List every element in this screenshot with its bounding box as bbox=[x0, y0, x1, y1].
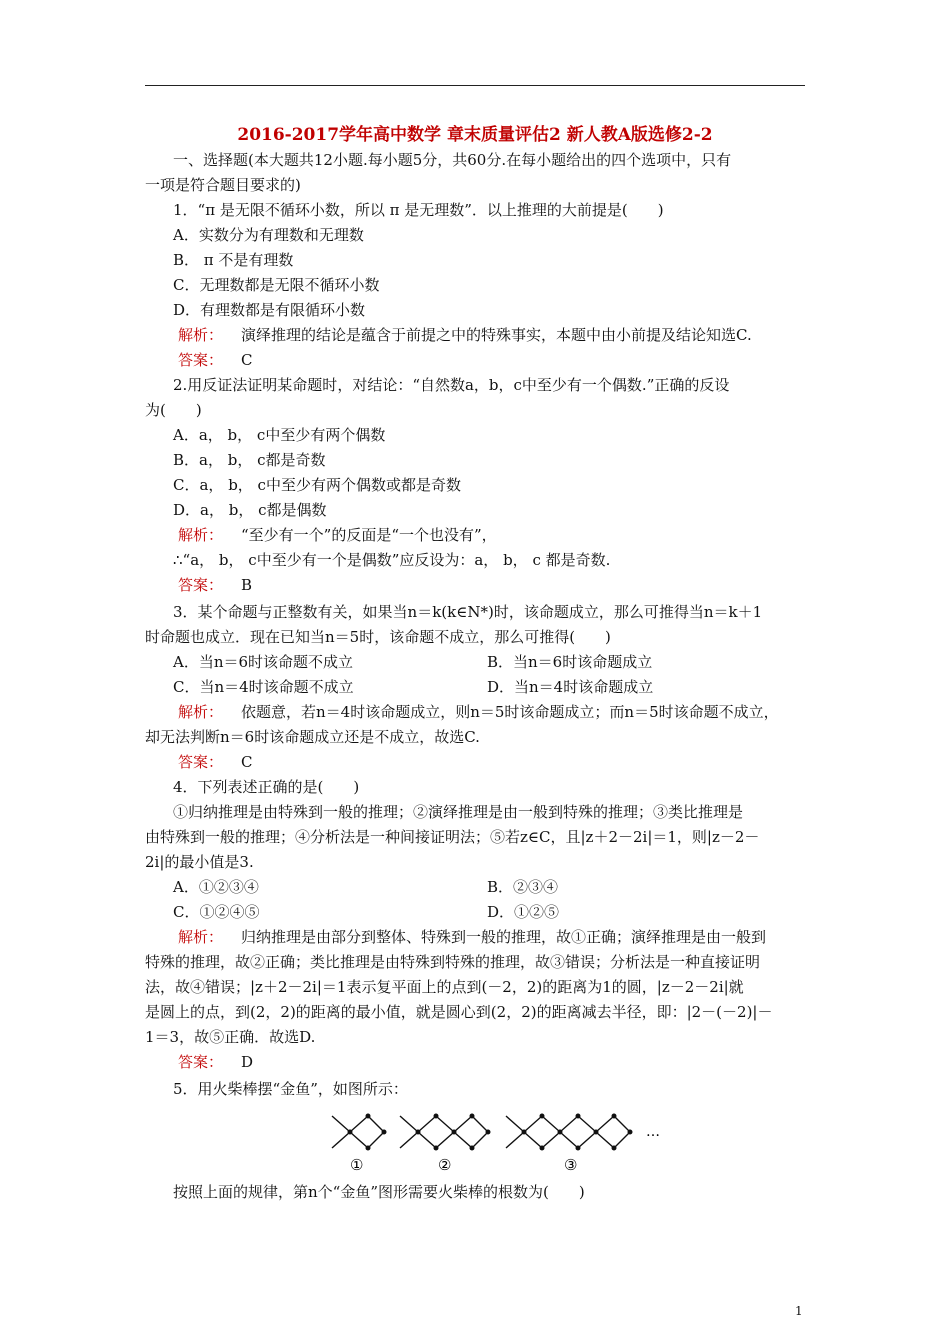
figure-label-2: ② bbox=[438, 1156, 452, 1174]
q1-analysis bbox=[178, 325, 752, 345]
goldfish-2-joints bbox=[416, 1114, 491, 1151]
analysis-label: 解析： bbox=[178, 526, 224, 544]
q3-analysis-cont: 却无法判断n＝6时该命题成立还是不成立，故选C. bbox=[145, 728, 480, 746]
q3-answer bbox=[178, 752, 252, 772]
q1-option-c: C．无理数都是无限不循环小数 bbox=[173, 276, 380, 294]
q2-option-a: A．a， b， c中至少有两个偶数 bbox=[173, 426, 386, 444]
q4-analysis-5: 1＝3，故⑤正确．故选D. bbox=[145, 1028, 316, 1046]
q2-option-d: D．a， b， c都是偶数 bbox=[173, 501, 327, 519]
q4-analysis-4: 是圆上的点，到(2，2)的距离的最小值，就是圆心到(2，2)的距离减去半径，即：|2－(－2)|－ bbox=[145, 1003, 773, 1021]
q2-analysis bbox=[178, 525, 497, 545]
page-title: 2016-2017学年高中数学 章末质量评估2 新人教A版选修2-2 bbox=[237, 125, 713, 145]
answer-label: 答案： bbox=[178, 576, 224, 594]
figure-label-3: ③ bbox=[564, 1156, 578, 1174]
q4-option-a: A．①②③④ bbox=[173, 878, 259, 896]
q4-option-b: B．②③④ bbox=[487, 878, 559, 896]
q4-analysis-text: 归纳推理是由部分到整体、特殊到一般的推理，故①正确；演绎推理是由一般到 bbox=[241, 928, 767, 946]
header-rule bbox=[145, 85, 805, 86]
q2-option-c: C．a， b， c中至少有两个偶数或都是奇数 bbox=[173, 476, 461, 494]
q2-answer bbox=[178, 575, 252, 595]
q1-answer-text: C bbox=[241, 351, 253, 369]
q4-body: ①归纳推理是由特殊到一般的推理；②演绎推理是由一般到特殊的推理；③类比推理是 bbox=[173, 803, 744, 821]
q2-stem-cont: 为( ) bbox=[145, 401, 202, 419]
q2-analysis-cont: ∴“a， b， c中至少有一个是偶数”应反设为：a， b， c 都是奇数. bbox=[173, 551, 611, 569]
q3-option-a: A．当n＝6时该命题不成立 bbox=[173, 653, 354, 671]
answer-label: 答案： bbox=[178, 753, 224, 771]
figure-ellipsis: … bbox=[646, 1124, 660, 1140]
q4-analysis-3: 法，故④错误；|z＋2－2i|＝1表示复平面上的点到(－2，2)的距离为1的圆，|z－2－2i|就 bbox=[145, 978, 744, 996]
q1-stem: 1．“π 是无限不循环小数，所以 π 是无理数”．以上推理的大前提是( ) bbox=[173, 201, 664, 219]
goldfish-1-joints bbox=[348, 1114, 387, 1151]
q4-option-d: D．①②⑤ bbox=[487, 903, 560, 921]
q2-analysis-text: “至少有一个”的反面是“一个也没有”， bbox=[241, 526, 497, 544]
q4-body-3: 2i|的最小值是3. bbox=[145, 853, 254, 871]
q4-answer-text: D bbox=[241, 1053, 254, 1071]
q1-option-d: D．有理数都是有限循环小数 bbox=[173, 301, 366, 319]
goldfish-2 bbox=[400, 1116, 488, 1148]
q2-stem: 2.用反证法证明某命题时，对结论：“自然数a，b，c中至少有一个偶数.”正确的反设 bbox=[173, 376, 730, 394]
q3-analysis bbox=[178, 702, 779, 722]
q3-option-b: B．当n＝6时该命题成立 bbox=[487, 653, 653, 671]
q4-stem: 4．下列表述正确的是( ) bbox=[173, 778, 360, 796]
q5-follow: 按照上面的规律，第n个“金鱼”图形需要火柴棒的根数为( ) bbox=[173, 1183, 585, 1201]
q3-answer-text: C bbox=[241, 753, 253, 771]
q3-option-d: D．当n＝4时该命题成立 bbox=[487, 678, 654, 696]
q1-analysis-text: 演绎推理的结论是蕴含于前提之中的特殊事实，本题中由小前提及结论知选C. bbox=[241, 326, 752, 344]
q1-option-b: B． π 不是有理数 bbox=[173, 251, 294, 269]
q3-analysis-text: 依题意，若n＝4时该命题成立，则n＝5时该命题成立；而n＝5时该命题不成立， bbox=[241, 703, 779, 721]
q4-option-c: C．①②④⑤ bbox=[173, 903, 260, 921]
q2-answer-text: B bbox=[241, 576, 253, 594]
q3-option-c: C．当n＝4时该命题不成立 bbox=[173, 678, 354, 696]
goldfish-1 bbox=[332, 1116, 384, 1148]
analysis-label: 解析： bbox=[178, 326, 224, 344]
q1-answer bbox=[178, 350, 252, 370]
section-heading: 一、选择题(本大题共12小题.每小题5分，共60分.在每小题给出的四个选项中，只有 bbox=[173, 151, 732, 169]
q1-option-a: A．实数分为有理数和无理数 bbox=[173, 226, 364, 244]
figure-label-1: ① bbox=[350, 1156, 364, 1174]
analysis-label: 解析： bbox=[178, 703, 224, 721]
page-number: 1 bbox=[795, 1304, 803, 1318]
q4-analysis-2: 特殊的推理，故②正确；类比推理是由特殊到特殊的推理，故③错误；分析法是一种直接证明 bbox=[145, 953, 761, 971]
answer-label: 答案： bbox=[178, 351, 224, 369]
answer-label: 答案： bbox=[178, 1053, 224, 1071]
q4-body-2: 由特殊到一般的推理；④分析法是一种间接证明法；⑤若z∈C，且|z＋2－2i|＝1，则|z－2－ bbox=[145, 828, 760, 846]
q3-stem: 3．某个命题与正整数有关，如果当n＝k(k∈N*)时，该命题成立，那么可推得当n＝k＋1 bbox=[173, 603, 763, 621]
q4-answer bbox=[178, 1052, 253, 1072]
section-heading-cont: 一项是符合题目要求的) bbox=[145, 176, 301, 194]
analysis-label: 解析： bbox=[178, 928, 224, 946]
q4-analysis bbox=[178, 927, 766, 947]
q2-option-b: B．a， b， c都是奇数 bbox=[173, 451, 326, 469]
q5-stem: 5．用火柴棒摆“金鱼”，如图所示： bbox=[173, 1080, 408, 1098]
goldfish-figure bbox=[320, 1108, 680, 1174]
q3-stem-cont: 时命题也成立．现在已知当n＝5时，该命题不成立，那么可推得( ) bbox=[145, 628, 611, 646]
